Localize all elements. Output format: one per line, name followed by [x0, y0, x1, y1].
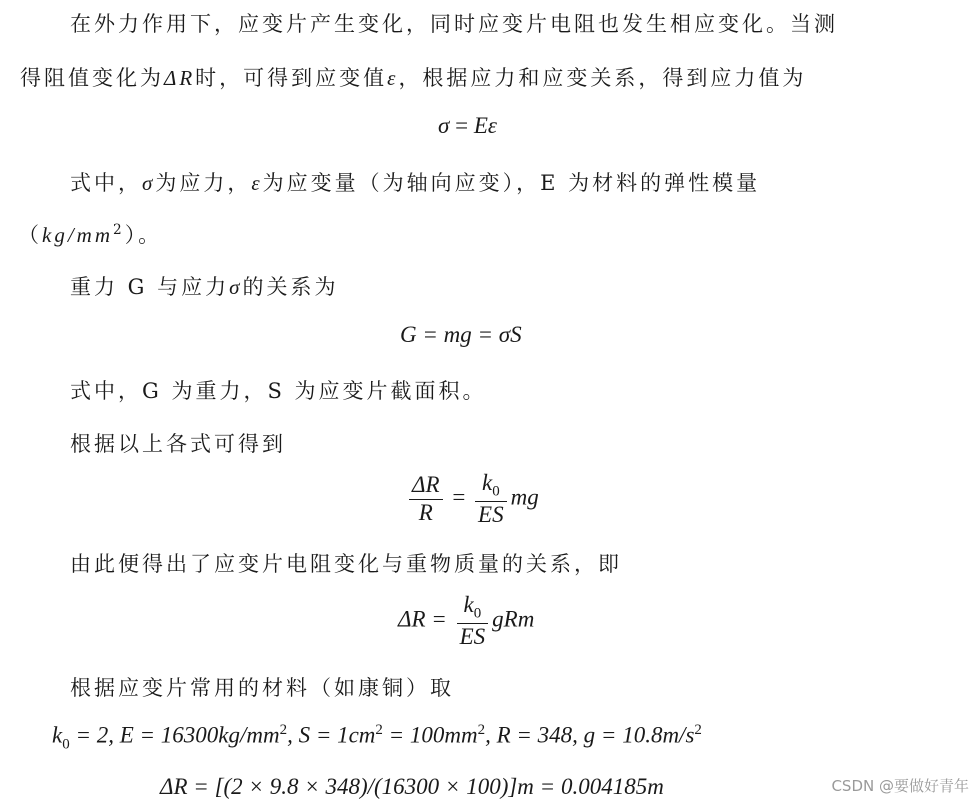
parameter-text: , S = 1cm: [287, 722, 376, 748]
equation-lhs: ΔR =: [398, 606, 453, 632]
equation-text: ΔR = [(2 × 9.8 × 348)/(16300 × 100)]m = 0.004185m: [160, 774, 664, 799]
fraction-numerator: ΔR: [409, 472, 443, 499]
exponent: 2: [477, 722, 486, 738]
equation-tail: gRm: [492, 606, 535, 632]
paragraph-line: [70, 271, 339, 301]
text-run: ）。: [124, 223, 163, 247]
text-run: 在外力作用下，应变片产生变化，同时应变片电阻也发生相应变化。当测: [70, 12, 838, 36]
k-symbol: k: [463, 592, 474, 617]
epsilon-symbol: ε: [387, 66, 399, 90]
paragraph-line: [70, 428, 286, 458]
k-subscript: 0: [473, 605, 482, 622]
text-run: 根据应变片常用的材料（如康铜）取: [70, 676, 454, 700]
unit-exponent: 2: [113, 222, 125, 238]
paragraph-line: [18, 219, 162, 249]
equation-stress: [438, 113, 497, 139]
equation-parameters: [52, 722, 702, 753]
sigma-symbol: σ: [229, 275, 243, 299]
equation-gravity: [400, 322, 522, 348]
paragraph-line: [70, 375, 487, 405]
csdn-watermark: CSDN @要做好青年: [831, 777, 969, 795]
epsilon-symbol: ε: [251, 171, 263, 195]
paragraph-line: [20, 62, 806, 92]
parameter-text: = 100mm: [382, 722, 478, 748]
equation-resistance-ratio: [405, 470, 539, 528]
equation-resistance-change: [398, 592, 534, 650]
exponent: 2: [279, 722, 288, 738]
paragraph-line: [70, 548, 622, 578]
paragraph-line: [70, 167, 760, 197]
fraction-denominator: ES: [459, 623, 486, 649]
text-run: 式中，: [70, 171, 142, 195]
text-run: 为应变量（为轴向应变），E 为材料的弹性模量: [262, 171, 761, 195]
k-subscript: 0: [62, 736, 70, 753]
equation-text: G = mg = σS: [400, 322, 522, 347]
exponent: 2: [375, 722, 383, 738]
text-run: 时，可得到应变值: [195, 66, 388, 90]
unit-expression: kg/mm: [42, 223, 113, 247]
text-run: 的关系为: [242, 275, 339, 299]
fraction-denominator: ES: [478, 501, 504, 527]
fraction-numerator: [475, 470, 507, 502]
fraction-rhs: [457, 592, 489, 650]
equation-result: [160, 774, 664, 800]
equals-sign: =: [446, 484, 472, 510]
exponent: 2: [694, 722, 702, 738]
text-run: 得阻值变化为: [20, 66, 164, 90]
paragraph-line: [70, 672, 454, 702]
k-symbol: k: [481, 470, 493, 495]
text-run: 为应力，: [155, 171, 252, 195]
sigma-symbol: σ: [438, 113, 450, 138]
k-symbol: k: [52, 722, 63, 748]
equation-rhs: Eε: [473, 113, 497, 138]
text-run: 由此便得出了应变片电阻变化与重物质量的关系，即: [70, 552, 622, 576]
parameter-text: , R = 348, g = 10.8m/s: [485, 722, 695, 748]
fraction-lhs: [409, 472, 443, 526]
text-run: （: [18, 223, 42, 247]
k-subscript: 0: [492, 483, 500, 500]
text-run: ，根据应力和应变关系，得到应力值为: [398, 66, 807, 90]
text-run: 重力 G 与应力: [70, 275, 230, 299]
sigma-symbol: σ: [142, 171, 156, 195]
equation-tail: mg: [510, 484, 539, 510]
parameter-text: = 2, E = 16300kg/mm: [69, 722, 280, 748]
fraction-rhs: [475, 470, 507, 528]
equals-sign: =: [449, 113, 474, 138]
fraction-denominator: R: [418, 499, 433, 525]
text-run: 式中，G 为重力，S 为应变片截面积。: [70, 379, 487, 403]
paragraph-line: [70, 8, 838, 38]
delta-r-symbol: ΔR: [164, 66, 196, 90]
fraction-numerator: [457, 592, 489, 624]
text-run: 根据以上各式可得到: [70, 432, 286, 456]
